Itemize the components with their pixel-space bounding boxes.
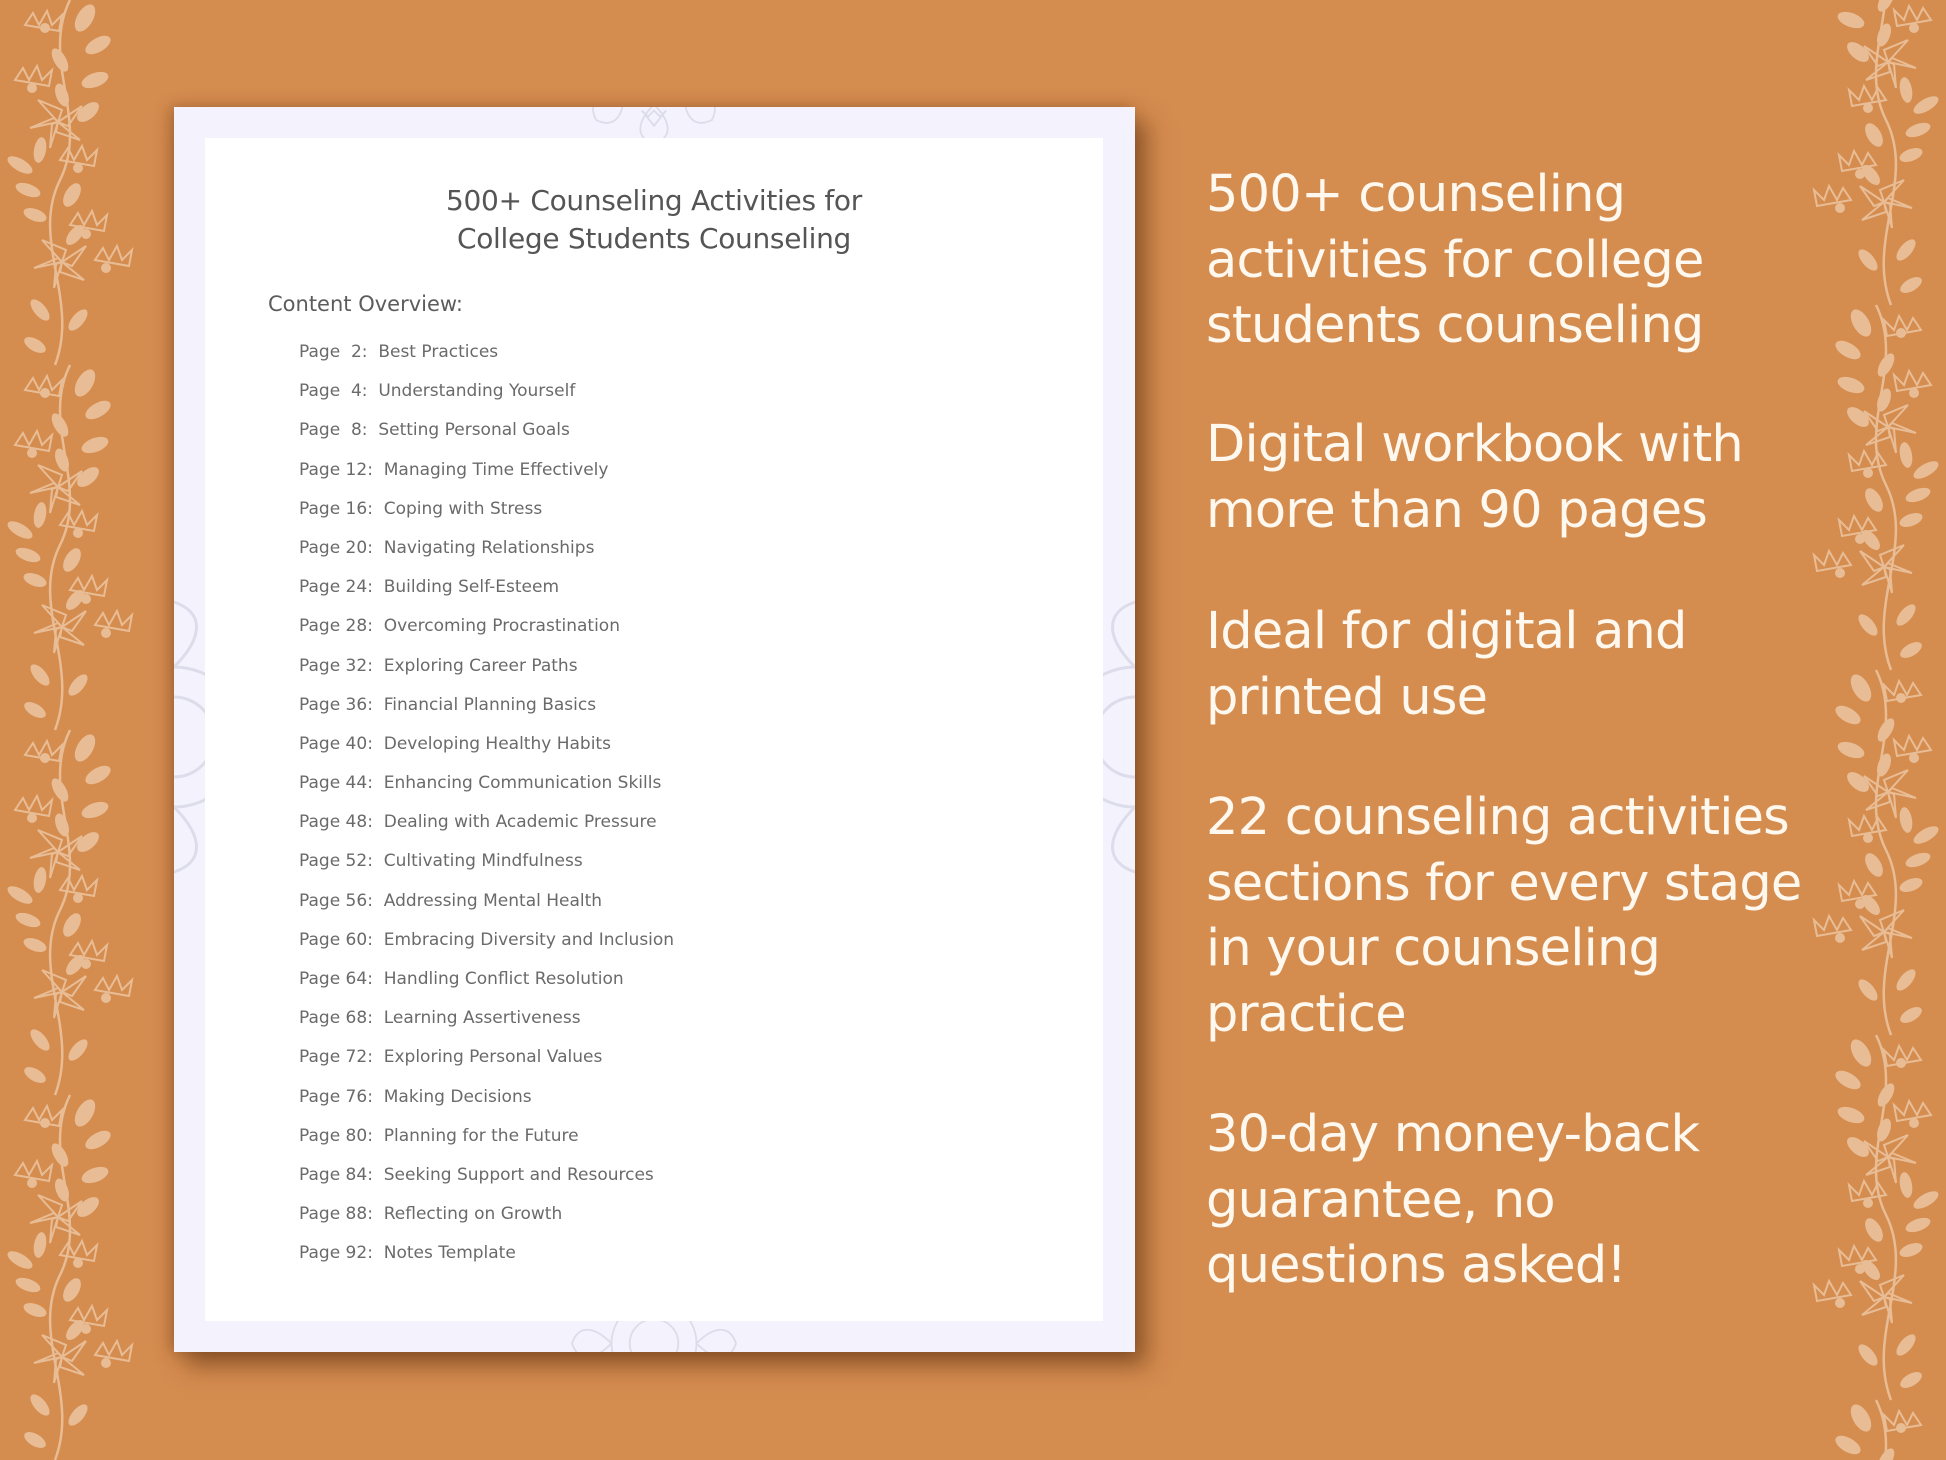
toc-item: Page 44: Enhancing Communication Skills bbox=[299, 773, 662, 794]
toc-item: Page 56: Addressing Mental Health bbox=[299, 890, 603, 911]
toc-item: Page 8: Setting Personal Goals bbox=[299, 420, 570, 441]
toc-item: Page 64: Handling Conflict Resolution bbox=[299, 969, 624, 989]
feature-activities-count: 500+ counseling activities for college students counseling bbox=[1206, 165, 1704, 355]
content-overview-label: Content Overview: bbox=[268, 292, 463, 316]
toc-item: Page 2: Best Practices bbox=[299, 342, 499, 362]
document-title-line2: College Students Counseling bbox=[456, 222, 852, 255]
feature-page-count: Digital workbook with more than 90 pages bbox=[1206, 415, 1743, 540]
toc-item: Page 52: Cultivating Mindfulness bbox=[299, 851, 583, 872]
toc-item: Page 68: Learning Assertiveness bbox=[299, 1008, 581, 1029]
toc-item: Page 24: Building Self-Esteem bbox=[299, 577, 560, 598]
floral-vine-left-icon bbox=[0, 0, 135, 1460]
toc-item: Page 36: Financial Planning Basics bbox=[299, 694, 597, 715]
toc-item: Page 20: Navigating Relationships bbox=[299, 537, 595, 558]
toc-item: Page 72: Exploring Personal Values bbox=[299, 1047, 603, 1068]
table-of-contents bbox=[299, 342, 674, 1283]
document-title-line1: 500+ Counseling Activities for bbox=[446, 184, 862, 217]
floral-vine-right-icon bbox=[1811, 0, 1946, 1460]
toc-item: Page 84: Seeking Support and Resources bbox=[299, 1164, 654, 1185]
feature-usage: Ideal for digital and printed use bbox=[1206, 602, 1687, 727]
toc-item: Page 12: Managing Time Effectively bbox=[299, 459, 609, 480]
document-preview bbox=[174, 107, 1135, 1352]
toc-item: Page 76: Making Decisions bbox=[299, 1086, 532, 1107]
toc-item: Page 60: Embracing Diversity and Inclusion bbox=[299, 929, 675, 950]
toc-item: Page 32: Exploring Career Paths bbox=[299, 655, 578, 676]
toc-item: Page 80: Planning for the Future bbox=[299, 1125, 579, 1146]
document-title bbox=[205, 182, 1103, 258]
feature-guarantee: 30-day money-back guarantee, no questions asked! bbox=[1206, 1105, 1700, 1295]
toc-item: Page 92: Notes Template bbox=[299, 1243, 516, 1264]
toc-item: Page 28: Overcoming Procrastination bbox=[299, 616, 620, 637]
toc-item: Page 16: Coping with Stress bbox=[299, 498, 543, 519]
feature-sections: 22 counseling activities sections for every stage in your counseling practice bbox=[1206, 788, 1802, 1044]
toc-item: Page 48: Dealing with Academic Pressure bbox=[299, 812, 657, 833]
toc-item: Page 40: Developing Healthy Habits bbox=[299, 733, 611, 754]
document-page bbox=[205, 138, 1103, 1321]
toc-item: Page 4: Understanding Yourself bbox=[299, 381, 576, 402]
toc-item: Page 88: Reflecting on Growth bbox=[299, 1204, 563, 1225]
